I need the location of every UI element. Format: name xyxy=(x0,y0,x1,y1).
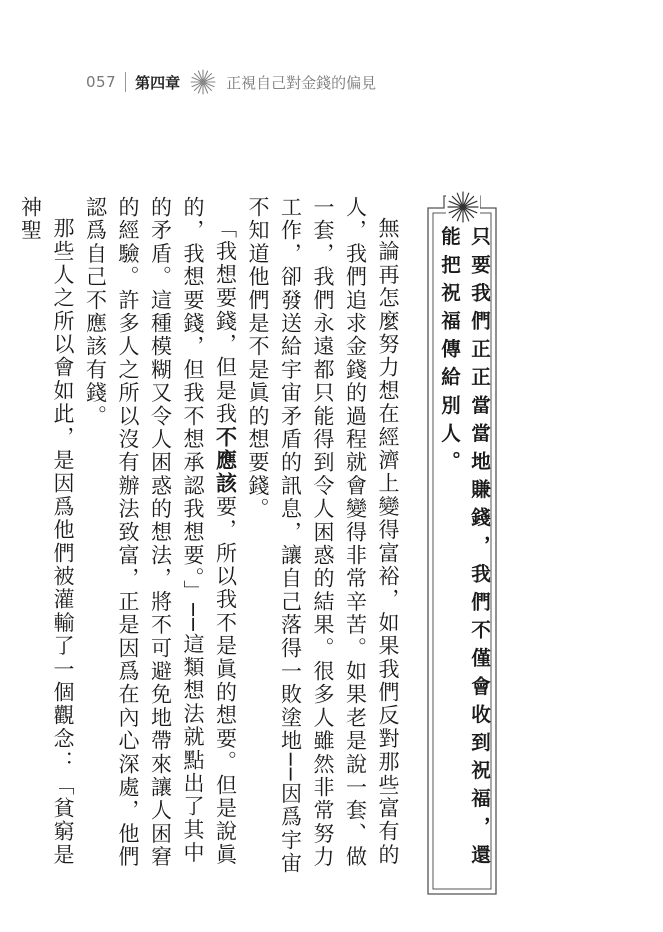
callout-text: 只要我們正正當當地賺錢，我們不僅會收到祝福，還能把祝福傳給別人。 xyxy=(438,226,491,873)
body-paragraph-1: 無論再怎麼努力想在經濟上變得富裕，如果我們反對那些富有的人，我們追求金錢的過程就會變得非常辛苦。如果老是說一套、做一套，我們永遠都只能得到令人困惑的結果。很多人雖然非常努力工作，卻發送給宇宙矛盾的訊息，讓自己落得一敗塗地──因爲宇宙不知道他們是不是眞的想要錢。 xyxy=(246,196,400,876)
callout-starburst-icon xyxy=(446,190,480,224)
page-number: 057 xyxy=(86,73,117,91)
body-paragraph-2-part-b: 要，所以我不是眞的想要。但是說眞的，我想要錢，但我不想承認我想要。」──這類想法就點出了其中的矛盾。這種模糊又令人困惑的想法，將不可避免地帶來讓人困窘的經驗。許多人之所以沒有辦法致富，正是因爲在內心深處，他們認爲自己不應該有錢。 xyxy=(83,196,238,869)
header-divider xyxy=(125,72,126,92)
main-body-text xyxy=(18,196,404,876)
starburst-icon xyxy=(190,69,216,95)
emphasis-text: 不應該 xyxy=(213,425,238,496)
chapter-label: 第四章 xyxy=(135,73,181,92)
body-paragraph-2 xyxy=(79,196,242,876)
body-paragraph-2-part-a: 「我想要錢，但是我 xyxy=(213,217,238,426)
chapter-title: 正視自己對金錢的偏見 xyxy=(226,73,377,92)
body-paragraph-3: 那些人之所以會如此，是因爲他們被灌輸了一個觀念：「貧窮是神聖 xyxy=(18,196,75,867)
running-header xyxy=(86,70,376,94)
